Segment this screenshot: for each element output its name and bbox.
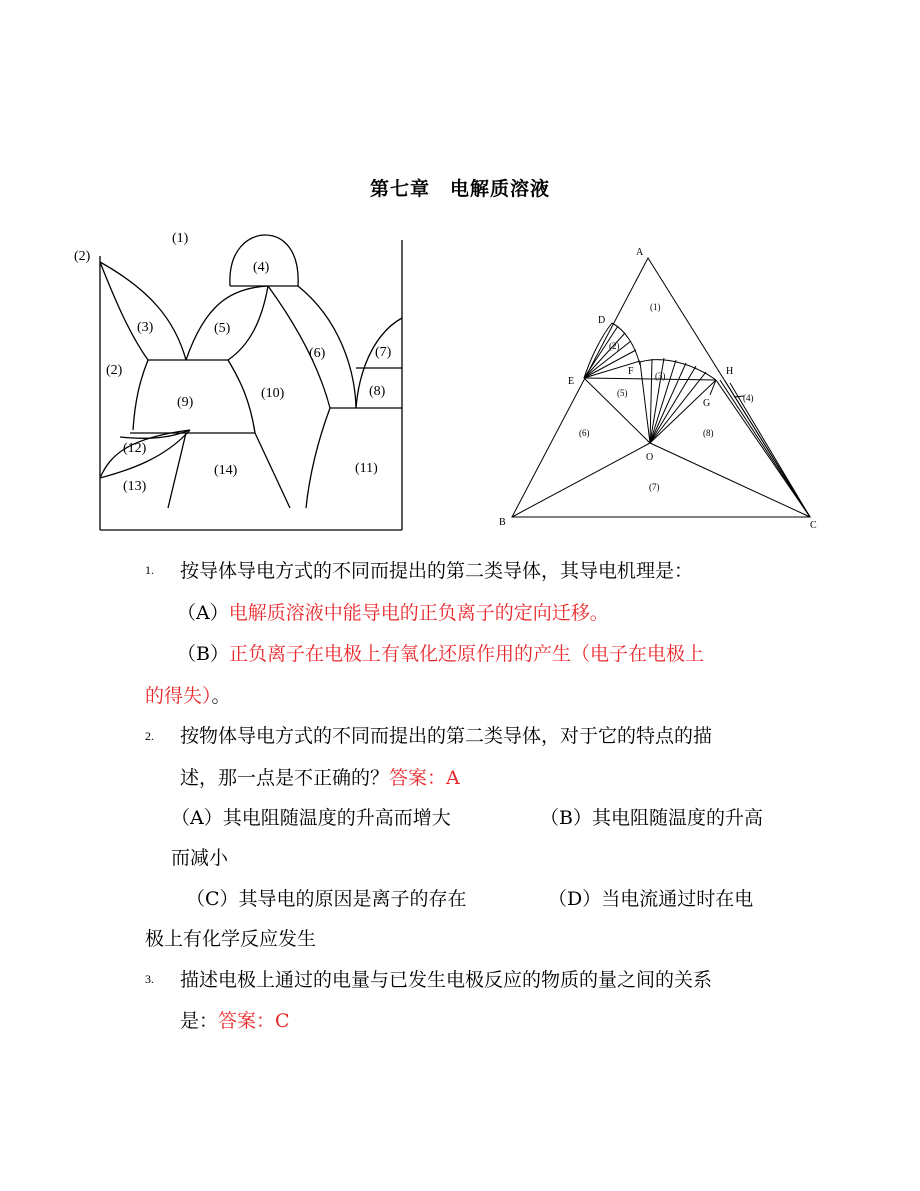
vertex-label-b: B [499,517,506,528]
question-2-number: 2. [145,729,154,743]
region-label-6: (6) [309,346,326,361]
vertex-label-a: A [636,247,644,258]
region-label-8: (8) [369,384,386,399]
region-label-2b: (2) [106,363,123,378]
question-2-option-b-cont: 而减小 [171,847,229,869]
answer-text: 答案：C [218,1010,290,1032]
vertex-label-d: D [598,315,606,326]
ternary-diagram-figure [490,240,830,536]
question-3-number: 3. [145,972,154,986]
region-label-12: (12) [123,441,147,456]
vertex-label-f: F [628,366,634,377]
page-title: 第七章 电解质溶液 [369,178,550,200]
ternary-region-2: (2) [609,341,620,351]
vertex-label-o: O [646,452,654,463]
stem-text: 述，那一点是不正确的？ [180,767,390,789]
region-label-7: (7) [375,345,392,360]
option-text: 正负离子在电极上有氧化还原作用的产生（电子在电极上 [228,643,704,665]
ternary-region-1: (1) [650,302,661,312]
region-label-1: (1) [172,231,189,246]
question-2-option-b: （B）其电阻随温度的升高 [540,807,763,829]
region-label-9: (9) [177,395,194,410]
region-label-10: (10) [261,386,285,401]
stem-text: 是： [180,1010,219,1032]
question-1-number: 1. [145,563,154,577]
region-label-14: (14) [214,463,238,478]
option-label: （A） [177,602,229,624]
ternary-region-8: (8) [703,428,714,438]
vertex-label-g: G [703,398,711,409]
ternary-region-5: (5) [617,388,628,398]
phase-diagram-figure [70,222,410,534]
phase-region-labels [74,231,392,494]
region-label-5: (5) [214,321,231,336]
question-1-option-b [177,639,704,666]
question-3-stem-line2 [180,1006,290,1033]
ternary-region-3: (3) [655,371,666,381]
vertex-label-e: E [568,376,575,387]
option-tail: 。 [211,685,231,707]
region-label-13: (13) [123,479,147,494]
region-label-3: (3) [137,320,154,335]
question-2-option-c: （C）其导电的原因是离子的存在 [186,888,467,910]
question-2-option-d: （D）当电流通过时在电 [548,888,754,910]
region-label-2a: (2) [74,249,91,264]
question-1-stem: 按导体导电方式的不同而提出的第二类导体，其导电机理是： [180,560,694,582]
ternary-region-4: (4) [743,393,754,403]
question-3-stem-line1: 描述电极上通过的电量与已发生电极反应的物质的量之间的关系 [180,969,713,991]
question-1-option-a [177,598,609,625]
question-1-option-b-cont [145,681,231,708]
question-2-option-a: （A）其电阻随温度的升高而增大 [171,807,451,829]
region-label-4: (4) [253,260,270,275]
region-label-11: (11) [355,461,378,476]
option-text: 的得失） [145,685,212,707]
question-2-stem-line2 [180,763,460,790]
option-text: 电解质溶液中能导电的正负离子的定向迁移。 [228,602,609,624]
vertex-label-c: C [810,520,817,531]
vertex-label-h: H [726,366,734,377]
answer-text: 答案：A [389,767,460,789]
question-2-option-d-cont: 极上有化学反应发生 [145,928,317,950]
ternary-region-6: (6) [579,428,590,438]
ternary-region-7: (7) [649,482,660,492]
option-label: （B） [177,643,229,665]
question-2-stem-line1: 按物体导电方式的不同而提出的第二类导体，对于它的特点的描 [180,725,713,747]
